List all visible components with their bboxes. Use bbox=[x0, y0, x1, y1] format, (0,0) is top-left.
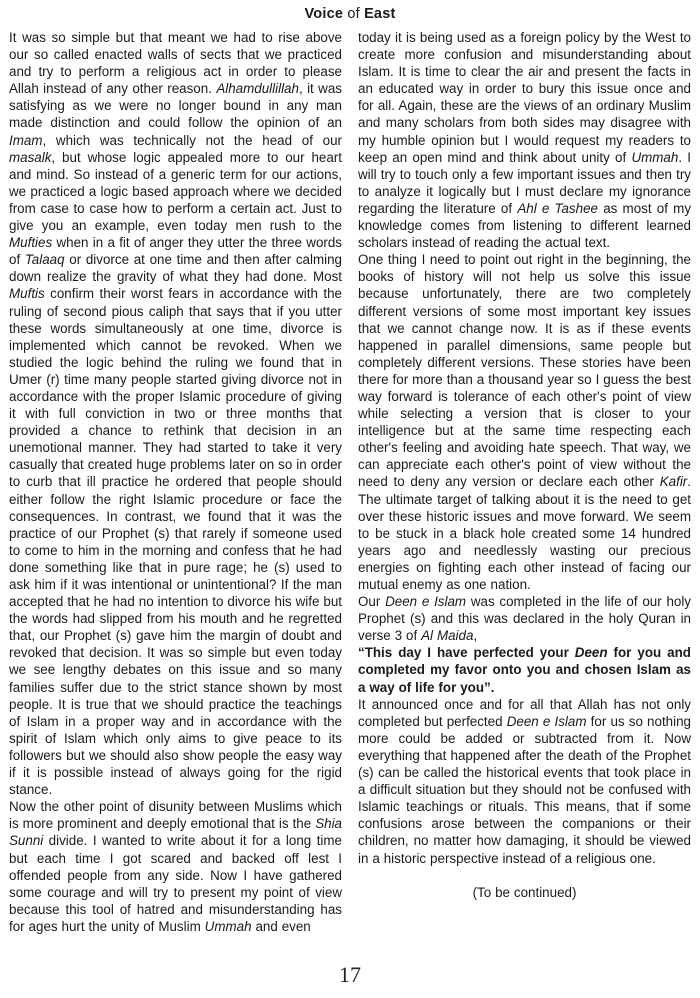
page-header bbox=[9, 5, 691, 29]
right-column bbox=[358, 29, 691, 954]
text-segment: for us so nothing more could be added or subtracted from it. Now everything that happened after the death of the Prophet (s) can be called the historical events that took place in a difficult situation but they should not be confused with Islamic teachings or rituals. This means, that if some confusions arose between the companions or their children, no matter how damaging, it should be viewed in a historic perspective instead of a religious one. bbox=[358, 713, 691, 866]
text-segment: for you and completed my favor onto you and chosen Islam as a way of life for you”. bbox=[358, 645, 691, 695]
text-segment: Deen e Islam bbox=[506, 713, 587, 729]
article-body bbox=[9, 29, 691, 954]
text-segment: Now the other point of disunity between Muslims which is more prominent and deeply emotional that is the bbox=[9, 799, 342, 832]
paragraph-left-2 bbox=[9, 798, 342, 935]
text-segment: Alhamdullillah bbox=[216, 81, 299, 97]
text-segment: It announced once and for all that Allah has not only completed but perfected bbox=[358, 696, 691, 729]
text-segment: , bbox=[473, 628, 478, 644]
text-segment: confirm their worst fears in accordance with the ruling of second pious caliph that says that if you utter these words simultaneously at one time, divorce is implemented which cannot be revoked. When we studied the logic behind the ruling we found that in Umer (r) time many people started giving divorce not in accordance with the proper Islamic procedure of giving it with full conviction in two or three months that provided a chance to rethink that decision in an unemotional manner. They had started to take it very casually that created huge problems later on so in order to curb that ill practice he ordered that people should either follow the right Islamic procedure or face the consequences. In contrast, we found that it was the practice of our Prophet (s) that rarely if someone used to come to him in the morning and confess that he had done something like that in pure rage; he (s) used to ask him if it was intentional or unintentional? If the man accepted that he had no intention to divorce his wife but the words had slipped from his mouth and he regretted that, our Prophet (s) gave him the margin of doubt and revoked that decision. It was so simple but even today we see lengthy debates on this issue and so many families suffer due to the strict stance shown by most people. It is true that we should practice the teachings of Islam in a proper way and in accordance with the spirit of Islam which only aims to give peace to its followers but we should also show people the easy way if it is possible instead of always going for the rigid stance. bbox=[9, 286, 342, 798]
text-segment: One thing I need to point out right in the beginning, the books of history will not help us solve this issue because unfortunately, there are two completely different versions of some most important key issues that we cannot change now. It is as if these events happened in parallel dimensions, same people but completely different versions. These stories have been there for more than a thousand year so I guess the best way forward is tolerance of each other's point of view while selecting a version that is closer to your intelligence but at the same time respecting each other's feeling and avoiding hate speech. That way, we can appreciate each other's point of view without the need to deny any version or declare each other bbox=[358, 252, 691, 490]
paragraph-quote bbox=[358, 644, 691, 695]
paragraph-right-3 bbox=[358, 593, 691, 644]
paragraph-left-1 bbox=[9, 29, 342, 798]
text-segment: Muftis bbox=[9, 286, 45, 302]
text-segment: Our bbox=[358, 594, 386, 610]
text-segment: Ahl e Tashee bbox=[517, 200, 598, 216]
text-segment: Imam bbox=[9, 132, 43, 148]
text-segment: masalk bbox=[9, 149, 52, 165]
text-segment: was completed in the life of our holy Prophet (s) and this was declared in the holy Quran in verse 3 of bbox=[358, 594, 691, 644]
text-segment: , but whose logic appealed more to our heart and mind. So instead of a generic term for our actions, we practiced a logic based approach where we decided from case to case how to perform a certain act. Just to give you an example, even today men rush to the bbox=[9, 149, 342, 234]
text-segment: Ummah bbox=[631, 149, 679, 165]
publication-title bbox=[305, 6, 396, 22]
text-segment: Shia Sunni bbox=[9, 816, 342, 849]
paragraph-right-2 bbox=[358, 251, 691, 593]
text-segment: “This day I have perfected your bbox=[358, 645, 575, 661]
text-segment: East bbox=[364, 6, 396, 22]
page-footer bbox=[9, 954, 691, 998]
paragraph-right-5 bbox=[358, 696, 691, 867]
text-segment: of bbox=[343, 6, 365, 22]
text-segment: Kafir bbox=[659, 474, 688, 490]
text-segment: divide. I wanted to write about it for a long time but each time I got scared and backed off lest I offended people from any side. Now I have gathered some courage and will try to present my point of view because this tool of hatred and misunderstanding has for ages hurt the unity of Muslim bbox=[9, 833, 342, 934]
text-segment: Deen e Islam bbox=[385, 594, 467, 610]
text-segment: . The ultimate target of talking about it is the need to get over these historic issues and move forward. We seem to be stuck in a black hole created some 14 hundred years ago and needlessly wasting our precious energies on fighting each other instead of facing our mutual enemy as one nation. bbox=[358, 474, 691, 592]
text-segment: Talaaq bbox=[24, 252, 65, 268]
text-segment: (To be continued) bbox=[472, 884, 577, 900]
paragraph-right-1 bbox=[358, 29, 691, 251]
to-be-continued-note bbox=[358, 884, 691, 901]
text-segment: Mufties bbox=[9, 235, 53, 251]
text-segment: today it is being used as a foreign policy by the West to create more confusion and misunderstanding about Islam. It is time to clear the air and present the facts in an educated way in order to bury this issue once and for all. Again, these are the views of an ordinary Muslim and many scholars from both sides may disagree with my humble opinion but I would request my readers to keep an open mind and think about unity of bbox=[358, 30, 691, 165]
text-segment: , it was satisfying as we were no longer bound in any man made distinction and could follow the opinion of an bbox=[9, 81, 342, 131]
left-column bbox=[9, 29, 342, 954]
text-segment: . I will try to touch only a few important issues and then try to analyze it logically but I must declare my ignorance regarding the literature of bbox=[358, 149, 691, 216]
text-segment: Ummah bbox=[204, 918, 252, 934]
text-segment: Deen bbox=[574, 645, 608, 661]
text-segment: as most of my knowledge comes from listening to different learned scholars instead of reading the actual text. bbox=[358, 200, 691, 251]
text-segment: when in a fit of anger they utter the three words of bbox=[9, 235, 342, 268]
text-segment: or divorce at one time and then after calming down realize the gravity of what they had done. Most bbox=[9, 252, 342, 285]
page-number: 17 bbox=[339, 962, 361, 987]
text-segment: It was so simple but that meant we had to rise above our so called enacted walls of sects that we practiced and try to perform a religious act in order to please Allah instead of any other reason. bbox=[9, 30, 342, 97]
text-segment: Voice bbox=[304, 6, 344, 22]
text-segment: Al Maida bbox=[421, 628, 474, 644]
text-segment: and even bbox=[251, 918, 311, 934]
text-segment: , which was technically not the head of our bbox=[42, 132, 342, 148]
